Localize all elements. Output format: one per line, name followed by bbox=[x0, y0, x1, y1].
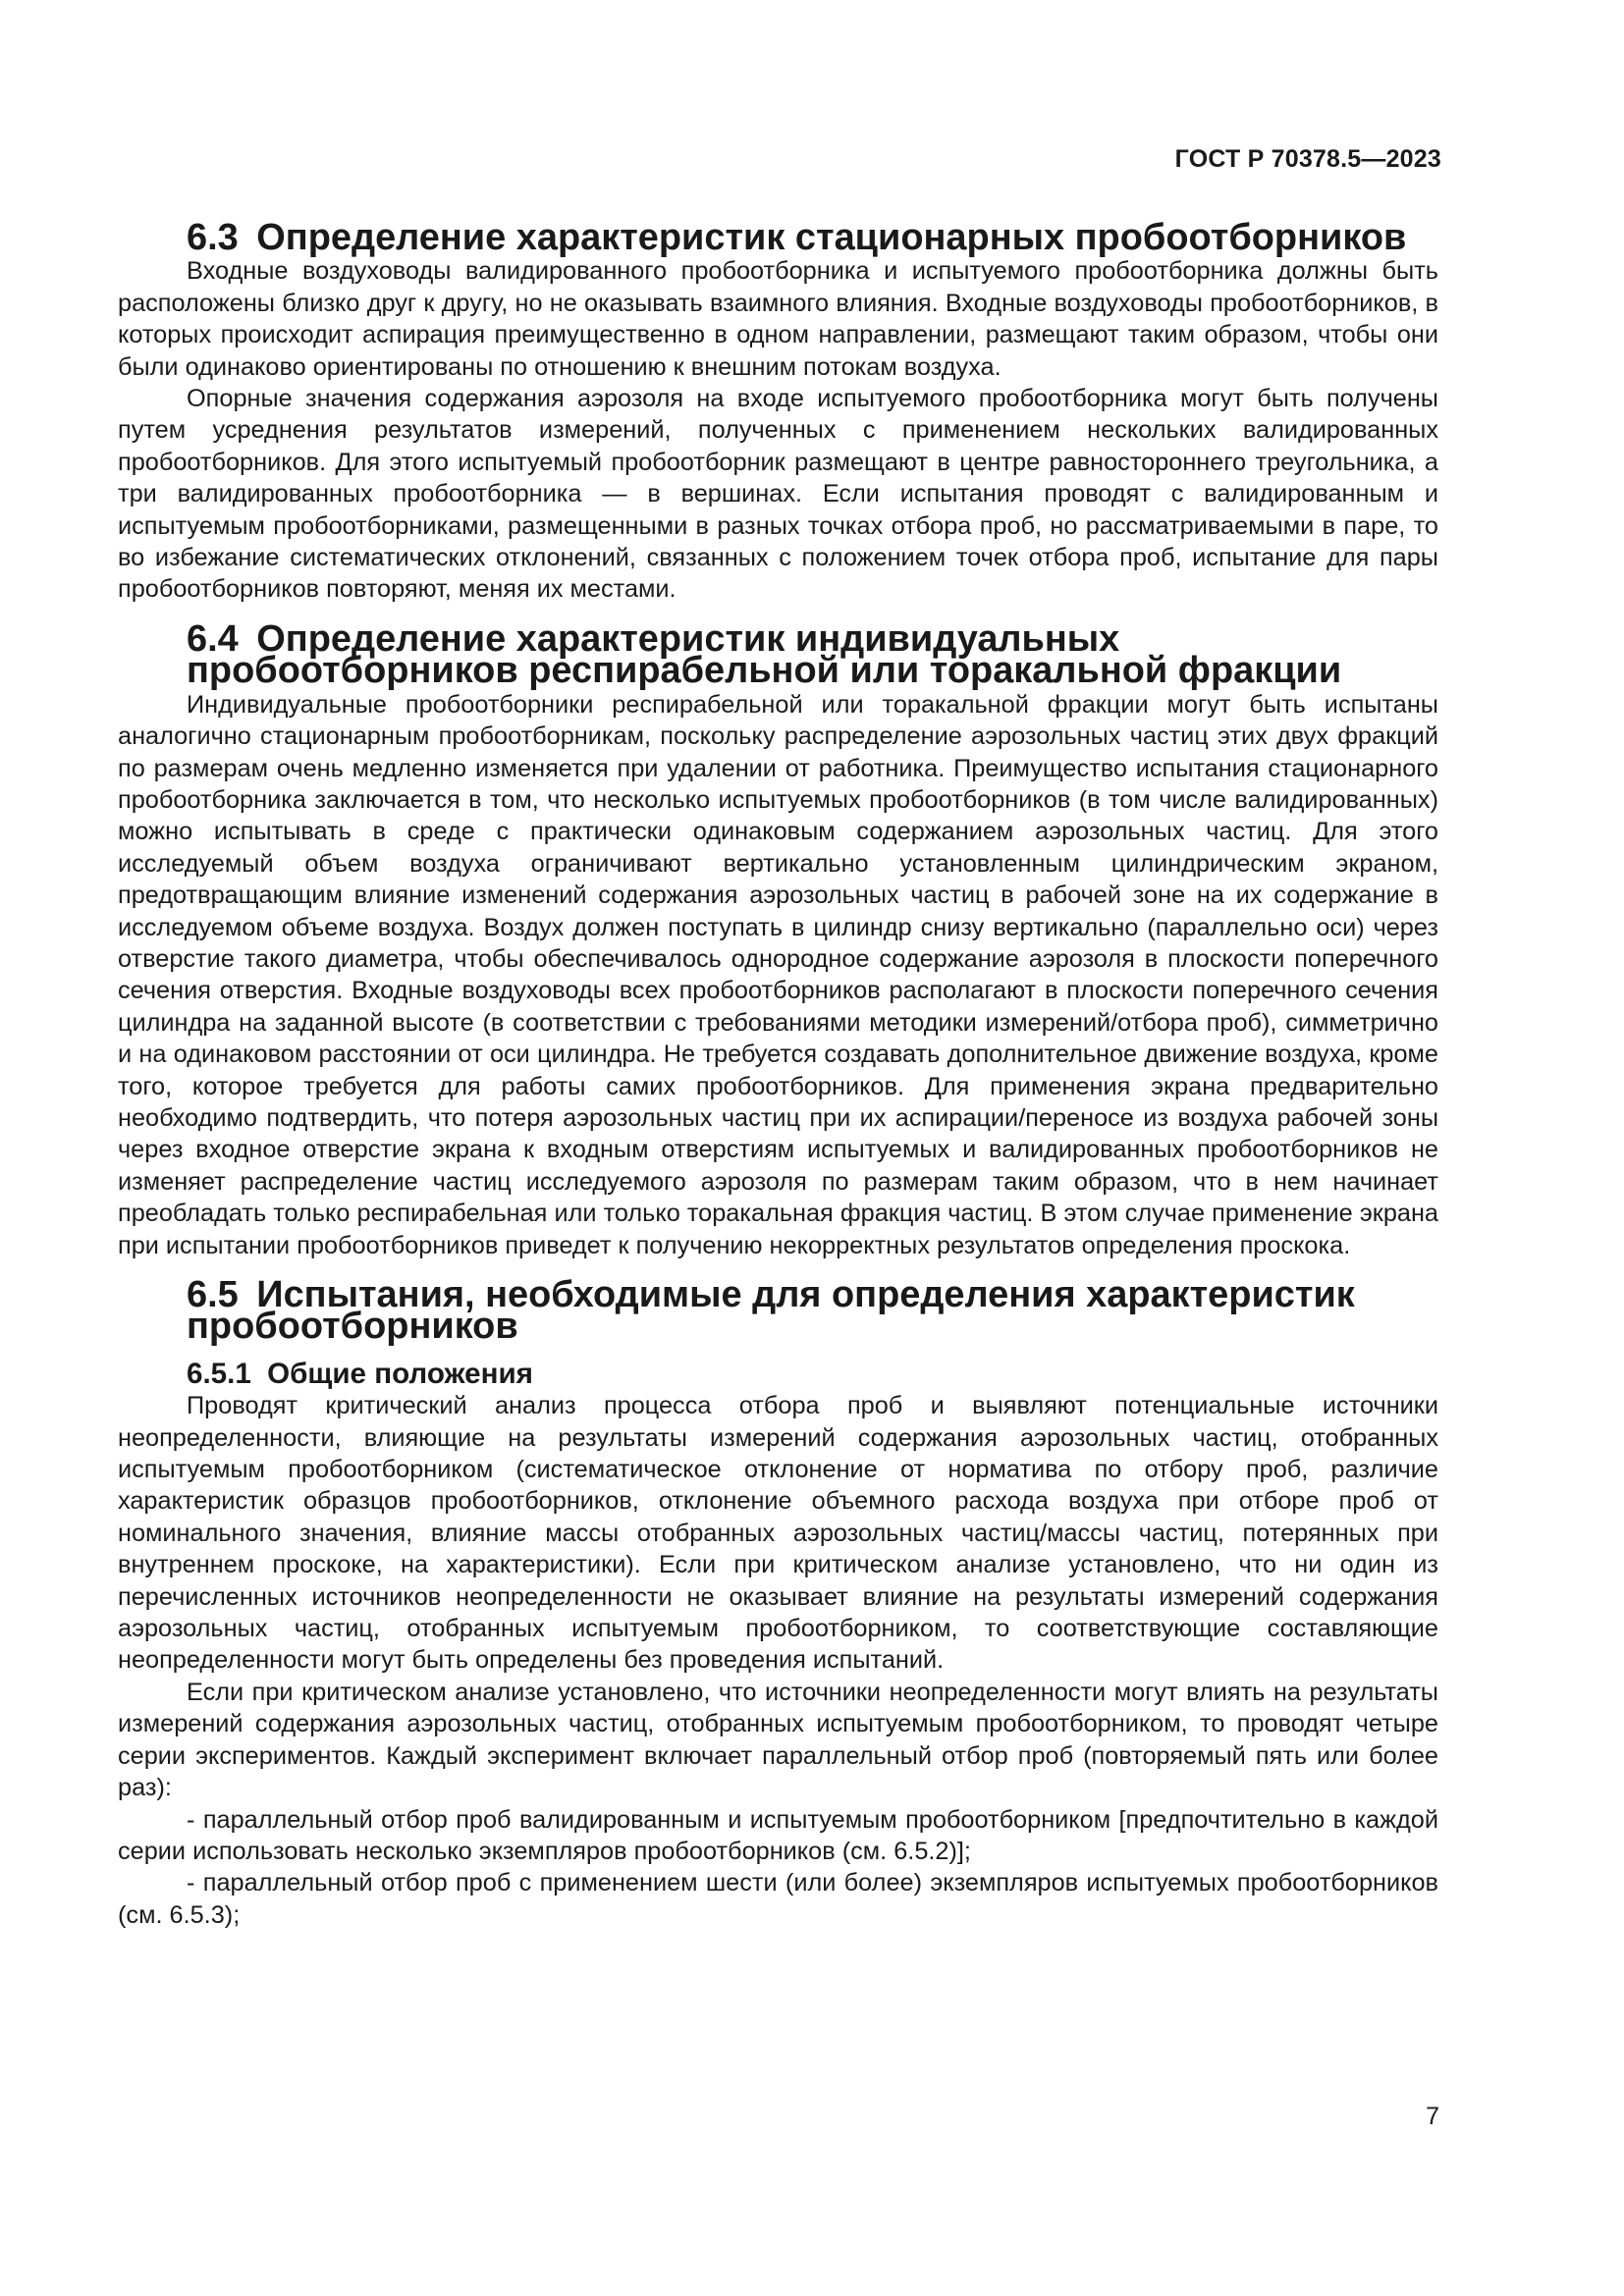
paragraph: Индивидуальные пробоотборники респирабельной или торакальной фракции могут быть испытаны аналогично стационарным пробоотборникам, поскольку распределение аэрозольных частиц этих двух фракций по размерам очень медленно изменяется при удалении от работника. Преимущество испытания стационарного пробоотборника заключается в том, что несколько испытуемых пробоотборников (в том числе валидированных) можно испытывать в среде с практически одинаковым содержанием аэрозольных частиц. Для этого исследуемый объем воздуха ограничивают вертикально установленным цилиндрическим экраном, предотвращающим влияние изменений содержания аэрозольных частиц в рабочей зоне на их содержание в исследуемом объеме воздуха. Воздух должен поступать в цилиндр снизу вертикально (параллельно оси) через отверстие такого диаметра, чтобы обеспечивалось однородное содержание аэрозоля в плоскости поперечного сечения отверстия. Входные воздуховоды всех пробоотборников располагают в плоскости поперечного сечения цилиндра на заданной высоте (в соответствии с требованиями методики измерений/отбора проб), симметрично и на одинаковом расстоянии от оси цилиндра. Не требуется создавать дополнительное движение воздуха, кроме того, которое требуется для работы самих пробоотборников. Для применения экрана предварительно необходимо подтвердить, что потеря аэрозольных частиц при их аспирации/переносе из воздуха рабочей зоны через входное отверстие экрана к входным отверстиям испытуемых и валидированных пробоотборников не изменяет распределение частиц исследуемого аэрозоля по размерам таким образом, что в нем начинает преобладать только респирабельная или только торакальная фракция частиц. В этом случае применение экрана при испытании пробоотборников приведет к получению некорректных результатов определения проскока. bbox=[118, 690, 1438, 1259]
section-6-4 bbox=[118, 617, 1438, 1261]
section-heading bbox=[118, 1274, 1438, 1348]
document-body bbox=[118, 217, 1438, 1931]
subsection-heading bbox=[118, 1359, 1438, 1390]
section-number: 6.5 bbox=[187, 1274, 239, 1315]
paragraph: Входные воздуховоды валидированного пробоотборника и испытуемого пробоотборника должны быть расположены близко друг к другу, но не оказывать взаимного влияния. Входные воздуховоды пробоотборников, в которых происходит аспирация преимущественно в одном направлении, размещают таким образом, чтобы они были одинаково ориентированы по отношению к внешним потокам воздуха. bbox=[118, 257, 1438, 381]
subsection-number: 6.5.1 bbox=[187, 1357, 251, 1390]
section-title: Определение характеристик индивидуальных пробоотборников респирабельной или торакальной фракции bbox=[187, 617, 1342, 692]
page-number: 7 bbox=[1426, 2103, 1439, 2130]
paragraph: Опорные значения содержания аэрозоля на входе испытуемого пробоотборника могут быть получены путем усреднения результатов измерений, полученных с применением нескольких валидированных пробоотборников. Для этого испытуемый пробоотборник размещают в центре равностороннего треугольника, а три валидированных пробоотборника — в вершинах. Если испытания проводят с валидированным и испытуемым пробоотборниками, размещенными в разных точках отбора проб, но рассматриваемыми в паре, то во избежание систематических отклонений, связанных с положением точек отбора проб, испытание для пары пробоотборников повторяют, меняя их местами. bbox=[118, 385, 1438, 604]
list-item: - параллельный отбор проб с применением шести (или более) экземпляров испытуемых пробоотборников (см. 6.5.3); bbox=[118, 1869, 1438, 1929]
section-heading bbox=[118, 617, 1438, 692]
paragraph: Проводят критический анализ процесса отбора проб и выявляют потенциальные источники неопределенности, влияющие на результаты измерений содержания аэрозольных частиц, отобранных испытуемым пробоотборником (систематическое отклонение от норматива по отбору проб, различие характеристик образцов пробоотборников, отклонение объемного расхода воздуха при отборе проб от номинального значения, влияние массы отобранных аэрозольных частиц/массы частиц, потерянных при внутреннем проскоке, на характеристики). Если при критическом анализе установлено, что ни один из перечисленных источников неопределенности не оказывает влияние на результаты измерений содержания аэрозольных частиц, отобранных испытуемым пробоотборником, то соответствующие составляющие неопределенности могут быть определены без проведения испытаний. bbox=[118, 1392, 1438, 1675]
subsection-title: Общие положения bbox=[267, 1357, 533, 1390]
section-6-5 bbox=[118, 1274, 1438, 1931]
section-number: 6.3 bbox=[187, 217, 239, 258]
paragraph: Если при критическом анализе установлено, что источники неопределенности могут влиять на результаты измерений содержания аэрозольных частиц, отобранных испытуемым пробоотборником, то проводят четыре серии экспериментов. Каждый эксперимент включает параллельный отбор проб (повторяемый пять или более раз): bbox=[118, 1678, 1438, 1802]
section-6-3 bbox=[118, 217, 1438, 606]
document-code-header: ГОСТ Р 70378.5—2023 bbox=[1174, 145, 1441, 173]
section-heading bbox=[118, 217, 1438, 258]
section-number: 6.4 bbox=[187, 617, 239, 660]
section-title: Определение характеристик стационарных пробоотборников bbox=[256, 217, 1407, 258]
section-title: Испытания, необходимые для определения характеристик пробоотборников bbox=[187, 1274, 1355, 1348]
list-item: - параллельный отбор проб валидированным и испытуемым пробоотборником [предпочтительно в каждой серии использовать несколько экземпляров пробоотборников (см. 6.5.2)]; bbox=[118, 1805, 1438, 1865]
